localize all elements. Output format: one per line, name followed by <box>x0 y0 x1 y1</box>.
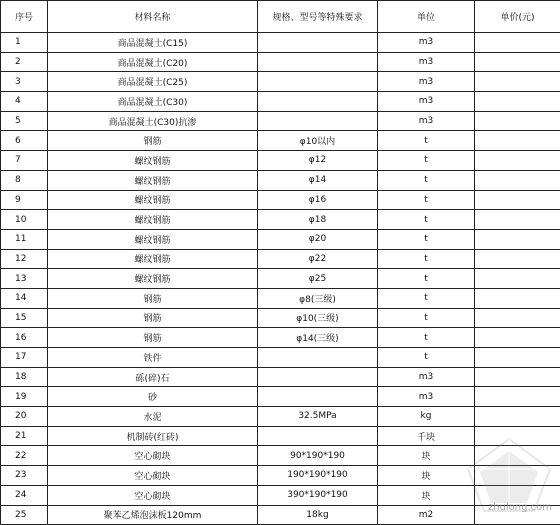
cell-unit-price <box>475 52 560 72</box>
cell-spec: φ10以内 <box>258 131 378 151</box>
cell-unit: m3 <box>378 387 475 407</box>
table-row <box>1 229 560 249</box>
cell-unit: kg <box>378 407 475 427</box>
cell-material-name: 螺纹钢筋 <box>48 269 258 289</box>
table-row <box>1 288 560 308</box>
cell-material-name: 螺纹钢筋 <box>48 210 258 230</box>
cell-unit: t <box>378 308 475 328</box>
cell-unit: m3 <box>378 111 475 131</box>
cell-unit: t <box>378 328 475 348</box>
cell-spec <box>258 367 378 387</box>
cell-spec <box>258 92 378 112</box>
cell-spec: φ8(三级) <box>258 288 378 308</box>
table-row <box>1 92 560 112</box>
cell-material-name: 钢筋 <box>48 288 258 308</box>
cell-material-name: 商品混凝土(C30)抗渗 <box>48 111 258 131</box>
cell-unit: t <box>378 170 475 190</box>
cell-unit: t <box>378 151 475 171</box>
cell-no: 2 <box>1 52 48 72</box>
cell-no: 7 <box>1 151 48 171</box>
cell-unit: m3 <box>378 92 475 112</box>
table-row <box>1 328 560 348</box>
header-unit: 单位 <box>378 1 475 33</box>
cell-unit: t <box>378 210 475 230</box>
cell-unit-price <box>475 72 560 92</box>
cell-no: 3 <box>1 72 48 92</box>
cell-unit: t <box>378 131 475 151</box>
header-spec: 规格、型号等特殊要求 <box>258 1 378 33</box>
cell-spec <box>258 426 378 446</box>
cell-material-name: 螺纹钢筋 <box>48 249 258 269</box>
cell-no: 13 <box>1 269 48 289</box>
cell-material-name: 商品混凝土(C15) <box>48 33 258 53</box>
cell-no: 23 <box>1 466 48 486</box>
table-row <box>1 308 560 328</box>
table-row <box>1 72 560 92</box>
cell-unit: 块 <box>378 446 475 466</box>
cell-unit-price <box>475 190 560 210</box>
cell-no: 16 <box>1 328 48 348</box>
cell-material-name: 螺纹钢筋 <box>48 170 258 190</box>
cell-material-name: 螺纹钢筋 <box>48 229 258 249</box>
cell-spec: φ25 <box>258 269 378 289</box>
cell-unit-price <box>475 151 560 171</box>
cell-material-name: 水泥 <box>48 407 258 427</box>
cell-unit-price <box>475 269 560 289</box>
cell-spec: φ16 <box>258 190 378 210</box>
cell-no: 1 <box>1 33 48 53</box>
cell-no: 22 <box>1 446 48 466</box>
table-row <box>1 269 560 289</box>
cell-material-name: 螺纹钢筋 <box>48 151 258 171</box>
cell-material-name: 螺纹钢筋 <box>48 190 258 210</box>
cell-spec: φ14(三级) <box>258 328 378 348</box>
table-row <box>1 446 560 466</box>
table-row <box>1 111 560 131</box>
header-material-name: 材料名称 <box>48 1 258 33</box>
cell-no: 6 <box>1 131 48 151</box>
cell-unit-price <box>475 407 560 427</box>
cell-spec <box>258 33 378 53</box>
cell-unit: t <box>378 249 475 269</box>
cell-unit: m3 <box>378 33 475 53</box>
cell-spec <box>258 52 378 72</box>
table-row <box>1 348 560 368</box>
cell-spec: 390*190*190 <box>258 485 378 505</box>
cell-unit: 块 <box>378 466 475 486</box>
cell-material-name: 空心砌块 <box>48 466 258 486</box>
cell-no: 10 <box>1 210 48 230</box>
cell-material-name: 聚苯乙烯泡沫板120mm <box>48 505 258 525</box>
cell-spec <box>258 72 378 92</box>
cell-unit-price <box>475 308 560 328</box>
cell-unit: 块 <box>378 485 475 505</box>
cell-unit: t <box>378 288 475 308</box>
cell-unit-price <box>475 111 560 131</box>
table-row <box>1 52 560 72</box>
cell-no: 18 <box>1 367 48 387</box>
cell-no: 5 <box>1 111 48 131</box>
cell-unit: t <box>378 269 475 289</box>
cell-unit: m3 <box>378 367 475 387</box>
cell-no: 21 <box>1 426 48 446</box>
cell-material-name: 铁件 <box>48 348 258 368</box>
table-row <box>1 249 560 269</box>
cell-spec: φ20 <box>258 229 378 249</box>
cell-material-name: 钢筋 <box>48 308 258 328</box>
header-no: 序号 <box>1 1 48 33</box>
cell-material-name: 机制砖(红砖) <box>48 426 258 446</box>
cell-unit: m2 <box>378 505 475 525</box>
cell-unit: 千块 <box>378 426 475 446</box>
cell-unit-price <box>475 33 560 53</box>
table-body <box>1 33 560 525</box>
cell-material-name: 商品混凝土(C20) <box>48 52 258 72</box>
cell-unit-price <box>475 288 560 308</box>
cell-unit-price <box>475 466 560 486</box>
cell-spec <box>258 348 378 368</box>
cell-no: 12 <box>1 249 48 269</box>
cell-no: 19 <box>1 387 48 407</box>
cell-material-name: 钢筋 <box>48 131 258 151</box>
table-header-row <box>1 1 560 33</box>
cell-material-name: 砾(碎)石 <box>48 367 258 387</box>
cell-no: 4 <box>1 92 48 112</box>
cell-no: 15 <box>1 308 48 328</box>
table-row <box>1 466 560 486</box>
header-unit-price: 单价(元) <box>475 1 560 33</box>
cell-spec: φ10(三级) <box>258 308 378 328</box>
cell-material-name: 钢筋 <box>48 328 258 348</box>
cell-no: 14 <box>1 288 48 308</box>
cell-no: 24 <box>1 485 48 505</box>
cell-unit-price <box>475 210 560 230</box>
cell-material-name: 空心砌块 <box>48 485 258 505</box>
cell-spec: φ22 <box>258 249 378 269</box>
table-row <box>1 367 560 387</box>
cell-no: 8 <box>1 170 48 190</box>
cell-spec: 190*190*190 <box>258 466 378 486</box>
cell-unit-price <box>475 170 560 190</box>
cell-spec: 90*190*190 <box>258 446 378 466</box>
cell-spec: φ12 <box>258 151 378 171</box>
table-row <box>1 485 560 505</box>
table-row <box>1 170 560 190</box>
cell-unit-price <box>475 328 560 348</box>
table-row <box>1 33 560 53</box>
cell-material-name: 商品混凝土(C30) <box>48 92 258 112</box>
cell-unit: m3 <box>378 72 475 92</box>
cell-spec <box>258 387 378 407</box>
cell-spec: 18kg <box>258 505 378 525</box>
watermark-text: zhulong.com <box>488 502 552 513</box>
cell-material-name: 商品混凝土(C25) <box>48 72 258 92</box>
cell-unit-price <box>475 249 560 269</box>
cell-unit-price <box>475 426 560 446</box>
cell-unit: t <box>378 190 475 210</box>
table-row <box>1 387 560 407</box>
cell-no: 17 <box>1 348 48 368</box>
cell-unit-price <box>475 92 560 112</box>
cell-unit-price <box>475 131 560 151</box>
cell-unit-price <box>475 229 560 249</box>
cell-spec: φ14 <box>258 170 378 190</box>
table-row <box>1 151 560 171</box>
table-row <box>1 426 560 446</box>
cell-no: 20 <box>1 407 48 427</box>
cell-material-name: 空心砌块 <box>48 446 258 466</box>
cell-spec: φ18 <box>258 210 378 230</box>
cell-unit-price <box>475 367 560 387</box>
cell-unit-price <box>475 387 560 407</box>
cell-unit: t <box>378 229 475 249</box>
table-row <box>1 505 560 525</box>
table-row <box>1 190 560 210</box>
table-row <box>1 407 560 427</box>
cell-unit-price <box>475 348 560 368</box>
cell-spec <box>258 111 378 131</box>
cell-material-name: 砂 <box>48 387 258 407</box>
cell-unit: m3 <box>378 52 475 72</box>
table-row <box>1 210 560 230</box>
cell-unit: t <box>378 348 475 368</box>
cell-spec: 32.5MPa <box>258 407 378 427</box>
table-row <box>1 131 560 151</box>
cell-no: 25 <box>1 505 48 525</box>
cell-unit-price <box>475 446 560 466</box>
cell-no: 11 <box>1 229 48 249</box>
cell-no: 9 <box>1 190 48 210</box>
